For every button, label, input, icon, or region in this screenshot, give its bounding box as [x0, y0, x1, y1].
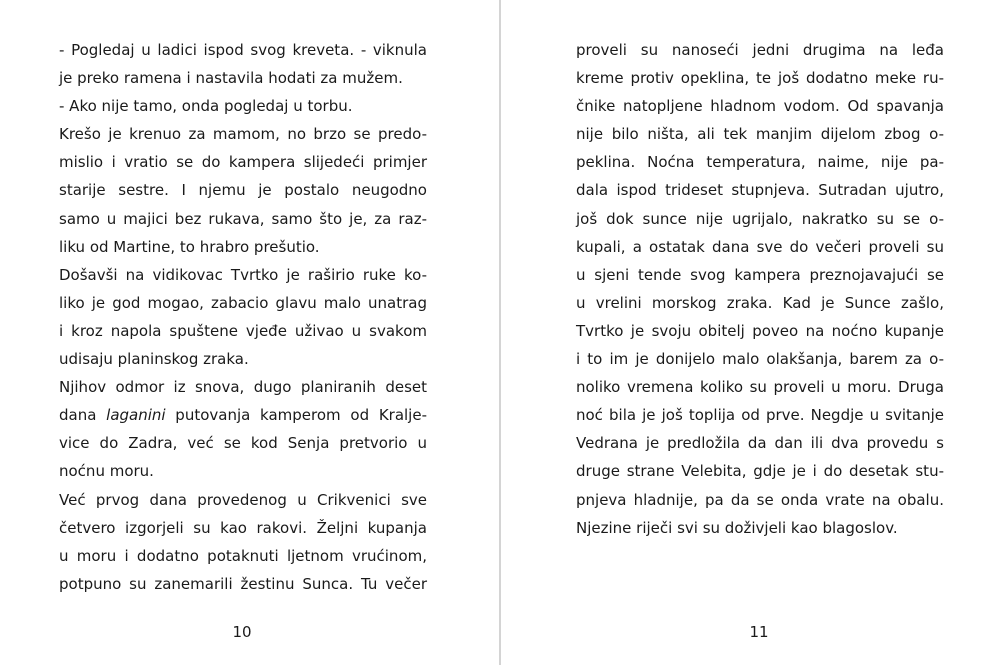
text-line: noliko vremena koliko su proveli u moru. Druga: [576, 378, 944, 397]
text-line: Njezine riječi svi su doživjeli kao blagoslov.: [576, 518, 898, 537]
text-line: Došavši na vidikovac Tvrtko je raširio ruke ko-: [59, 265, 427, 284]
text-line: mislio i vratio se do kampera slijedeći primjer: [59, 153, 427, 172]
text-line: u vrelini morskog zraka. Kad je Sunce zašlo,: [576, 293, 944, 312]
text-line: kreme protiv opeklina, te još dodatno meke ru-: [576, 69, 944, 88]
text-line: i to im je donijelo malo olakšanja, barem za o-: [576, 350, 944, 369]
right-page: [501, 0, 1000, 665]
text-line: Vedrana je predložila da dan ili dva provedu s: [576, 434, 944, 453]
text-line: starije sestre. I njemu je postalo neugodno: [59, 181, 427, 200]
text-line: Već prvog dana provedenog u Crikvenici sve: [59, 490, 427, 509]
text-segment: dana: [59, 406, 107, 425]
text-line: liku od Martine, to hrabro prešutio.: [59, 237, 320, 256]
text-line: [59, 401, 427, 429]
text-line: - Ako nije tamo, onda pogledaj u torbu.: [59, 97, 353, 116]
text-line: samo u majici bez rukava, samo što je, za raz-: [59, 209, 427, 228]
text-line: četvero izgorjeli su kao rakovi. Željni kupanja: [59, 518, 427, 537]
italic-word: laganini: [106, 406, 166, 425]
text-line: u moru i dodatno potaknuti ljetnom vrućinom,: [59, 546, 427, 565]
text-line: čnike natopljene hladnom vodom. Od spavanja: [576, 97, 944, 116]
text-line: u sjeni tende svog kampera preznojavajući se: [576, 265, 944, 284]
right-page-text: [576, 36, 944, 542]
text-line: noćnu moru.: [59, 462, 154, 481]
text-line: pnjeva hladnije, pa da se onda vrate na obalu.: [576, 490, 944, 509]
left-page: [0, 0, 499, 665]
text-line: Njihov odmor iz snova, dugo planiranih deset: [59, 378, 427, 397]
text-line: je preko ramena i nastavila hodati za mužem.: [59, 69, 403, 88]
text-line: udisaju planinskog zraka.: [59, 350, 249, 369]
text-line: vice do Zadra, već se kod Senja pretvorio u: [59, 434, 427, 453]
text-line: peklina. Noćna temperatura, naime, nije pa-: [576, 153, 944, 172]
text-line: i kroz napola spuštene vjeđe uživao u svakom: [59, 321, 427, 340]
text-line: Krešo je krenuo za mamom, no brzo se predo-: [59, 125, 427, 144]
left-page-number: 10: [232, 623, 252, 641]
text-segment: putovanja kamperom od Kralje-: [165, 406, 427, 425]
text-line: liko je god mogao, zabacio glavu malo unatrag: [59, 293, 427, 312]
text-line: kupali, a ostatak dana sve do večeri proveli su: [576, 237, 944, 256]
text-line: proveli su nanoseći jedni drugima na leđa: [576, 41, 944, 59]
text-line: - Pogledaj u ladici ispod svog kreveta. - viknula: [59, 41, 427, 59]
text-line: noć bila je još toplija od prve. Negdje u svitanje: [576, 406, 944, 425]
text-line: dala ispod trideset stupnjeva. Sutradan ujutro,: [576, 181, 944, 200]
text-line: Tvrtko je svoju obitelj poveo na noćno kupanje: [576, 321, 944, 340]
text-line: druge strane Velebita, gdje je i do desetak stu-: [576, 462, 944, 481]
text-line: još dok sunce nije ugrijalo, nakratko su se o-: [576, 209, 944, 228]
right-page-number: 11: [749, 623, 769, 641]
text-line: nije bilo ništa, ali tek manjim dijelom zbog o-: [576, 125, 944, 144]
left-page-text: [59, 36, 427, 598]
text-line: potpuno su zanemarili žestinu Sunca. Tu večer: [59, 574, 427, 593]
